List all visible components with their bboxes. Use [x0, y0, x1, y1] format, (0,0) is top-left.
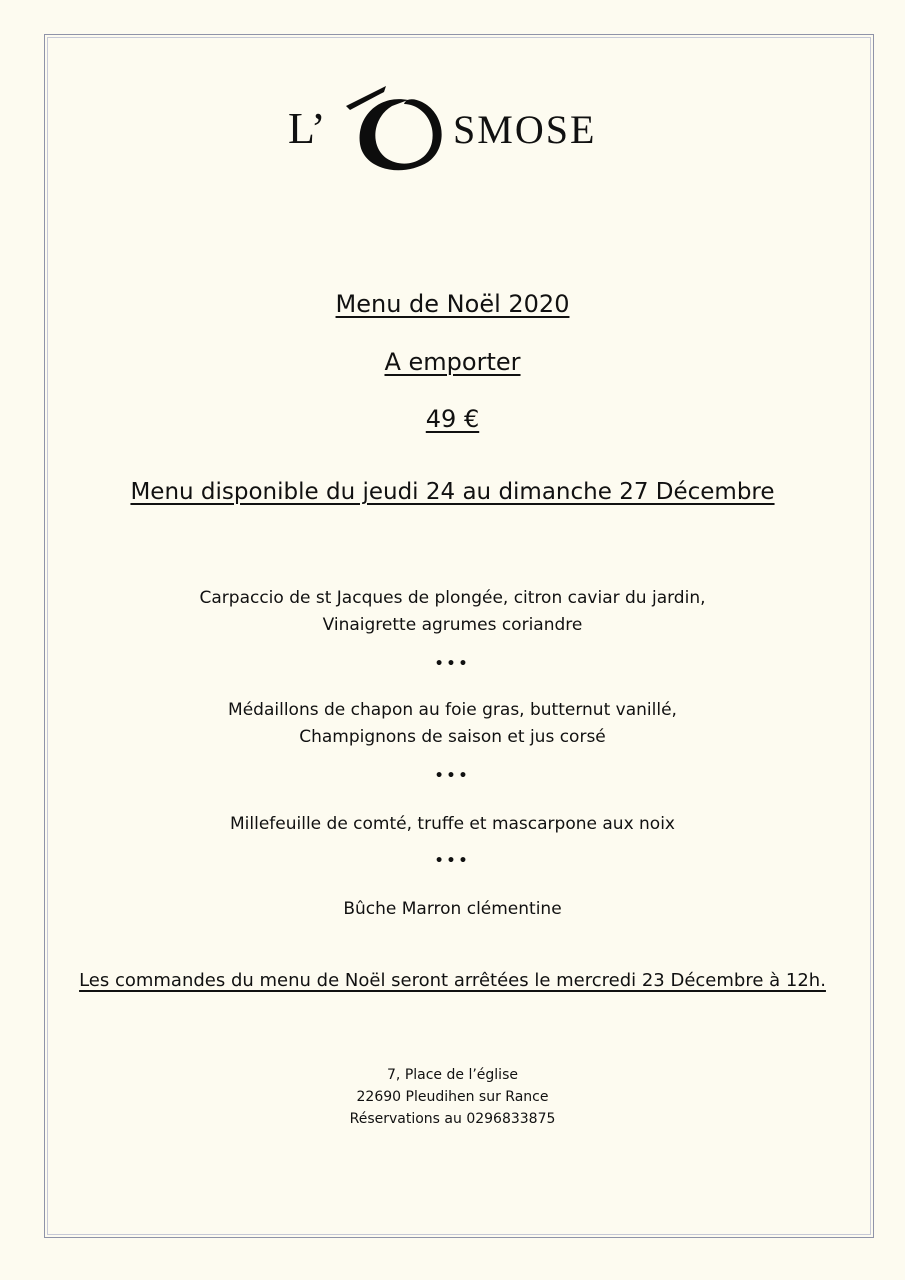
- course-1-line1: Carpaccio de st Jacques de plongée, citron caviar du jardin,: [199, 588, 706, 608]
- menu-availability: Menu disponible du jeudi 24 au dimanche 27 Décembre: [130, 479, 775, 505]
- separator-3: •••: [434, 853, 471, 869]
- address-city: 22690 Pleudihen sur Rance: [356, 1089, 549, 1105]
- separator-2: •••: [434, 768, 471, 784]
- course-3: [0, 811, 905, 838]
- menu-title: Menu de Noël 2020: [335, 290, 570, 318]
- course-2: [0, 697, 905, 751]
- course-2-line2: Champignons de saison et jus corsé: [299, 727, 606, 747]
- course-1: [0, 585, 905, 639]
- course-2-line1: Médaillons de chapon au foie gras, butternut vanillé,: [228, 700, 677, 720]
- order-deadline-notice: Les commandes du menu de Noël seront arrêtées le mercredi 23 Décembre à 12h.: [79, 970, 826, 991]
- logo-suffix: SMOSE: [453, 107, 597, 152]
- logo: [0, 78, 905, 188]
- course-3-line1: Millefeuille de comté, truffe et mascarpone aux noix: [229, 814, 675, 834]
- separator-1: •••: [434, 656, 471, 672]
- course-4-line1: Bûche Marron clémentine: [343, 899, 562, 919]
- course-1-line2: Vinaigrette agrumes coriandre: [322, 615, 583, 635]
- course-4: [0, 896, 905, 923]
- logo-brush-o-icon: [0, 78, 442, 170]
- address-reservations: Réservations au 0296833875: [349, 1111, 556, 1127]
- address-block: [0, 1064, 905, 1130]
- logo-prefix: L’: [288, 104, 326, 153]
- address-street: 7, Place de l’église: [387, 1067, 518, 1083]
- menu-subtitle: A emporter: [384, 348, 521, 376]
- menu-price: 49 €: [425, 405, 480, 433]
